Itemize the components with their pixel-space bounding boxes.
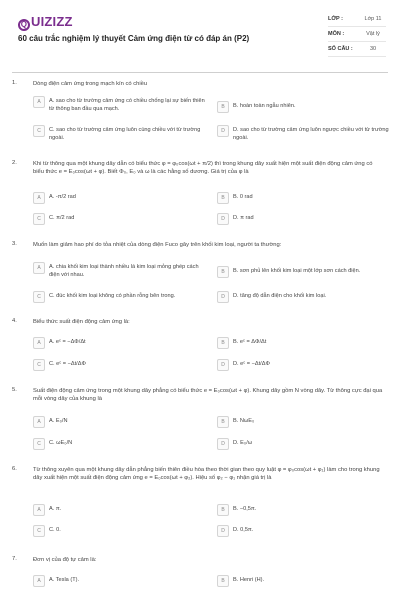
option-text: D. eᶜ = −Δt/ΔΦ <box>233 361 270 367</box>
option-text: A. Tesla (T). <box>49 577 80 583</box>
logo-q-mark: Q <box>18 19 30 31</box>
option-text: C. sao cho từ trường cảm ứng luôn cùng chiều với từ trường ngoài. <box>49 127 201 141</box>
option-d[interactable] <box>217 439 387 450</box>
option-a[interactable] <box>33 505 205 516</box>
option-text: B. −0,5π. <box>233 506 257 512</box>
option-text: A. π. <box>49 506 62 512</box>
option-letter-box: B <box>217 337 229 349</box>
option-a[interactable] <box>33 97 205 113</box>
option-letter-box: C <box>33 438 45 450</box>
option-text: C. 0. <box>49 527 61 533</box>
option-letter-box: D <box>217 438 229 450</box>
option-c[interactable] <box>33 214 205 225</box>
option-b[interactable] <box>217 267 389 278</box>
meta-value: Vật lý <box>366 31 380 37</box>
option-letter-box: C <box>33 125 45 137</box>
question-number: 3. <box>12 241 17 247</box>
option-letter-box: D <box>217 291 229 303</box>
option-text: D. tăng độ dẫn điện cho khối kim loại. <box>233 293 327 299</box>
option-letter-box: B <box>217 101 229 113</box>
option-letter-box: B <box>217 416 229 428</box>
option-text: A. eᶜ = −ΔΦ/Δt <box>49 339 86 345</box>
option-d[interactable] <box>217 126 389 142</box>
option-b[interactable] <box>217 505 387 516</box>
option-b[interactable] <box>217 338 387 349</box>
option-letter-box: B <box>217 266 229 278</box>
question-number: 2. <box>12 160 17 166</box>
option-letter-box: D <box>217 125 229 137</box>
option-text: B. Henri (H). <box>233 577 265 583</box>
option-c[interactable] <box>33 439 205 450</box>
option-text: D. E₀/ω <box>233 440 253 446</box>
option-a[interactable] <box>33 576 205 587</box>
meta-label: SỐ CÂU : <box>328 46 353 52</box>
option-d[interactable] <box>217 292 389 303</box>
option-b[interactable] <box>217 193 387 204</box>
option-letter-box: A <box>33 416 45 428</box>
question-text: Từ thông xuyên qua một khung dây dẫn phẳng biến thiên điều hòa theo thời gian theo quy luật φ = φ₀cos(ωt + φ₁) làm cho trong khung dây xuất hiện một suất điện động cảm ứng e = E₀cos(ωt + φ₂). Hiệu số φ₂ − φ₁ nhận giá trị là <box>33 467 380 481</box>
question-text: Muốn làm giảm hao phí do tỏa nhiệt của dòng điện Fuco gây trên khối kim loại, người ta thường: <box>33 242 282 248</box>
quizizz-logo <box>18 14 73 31</box>
option-text: C. π/2 rad <box>49 215 75 221</box>
page-title: 60 câu trắc nghiệm lý thuyết Cảm ứng điện từ có đáp án (P2) <box>18 34 250 43</box>
option-text: B. 0 rad <box>233 194 253 200</box>
option-text: D. 0,5π. <box>233 527 254 533</box>
option-letter-box: A <box>33 504 45 516</box>
option-letter-box: A <box>33 96 45 108</box>
option-letter-box: A <box>33 262 45 274</box>
question-number: 5. <box>12 387 17 393</box>
option-d[interactable] <box>217 214 387 225</box>
option-text: C. đúc khối kim loại không có phần rỗng bên trong. <box>49 293 176 299</box>
question-number: 7. <box>12 556 17 562</box>
option-c[interactable] <box>33 126 205 142</box>
option-text: A. -π/2 rad <box>49 194 76 200</box>
option-c[interactable] <box>33 292 213 303</box>
option-b[interactable] <box>217 102 387 113</box>
option-letter-box: A <box>33 575 45 587</box>
option-letter-box: C <box>33 291 45 303</box>
question-text: Khi từ thông qua một khung dây dẫn có biểu thức φ = φ₀cos(ωt + π/2) thì trong khung dây xuất hiện một suất điện động cảm ứng có biểu thức e = E₀cos(ωt + φ). Biết Φ₀, E₀ và ω là các hằng số dương. Giá trị của φ là <box>33 161 373 175</box>
option-text: D. sao cho từ trường cảm ứng luôn ngược chiều với từ trường ngoài. <box>233 127 389 141</box>
option-text: B. sơn phủ lên khối kim loại một lớp sơn cách điện. <box>233 268 361 274</box>
option-letter-box: B <box>217 575 229 587</box>
option-text: B. eᶜ = ΔΦ/Δt <box>233 339 267 345</box>
option-a[interactable] <box>33 338 205 349</box>
meta-row-count <box>328 42 386 57</box>
meta-label: MÔN : <box>328 31 345 37</box>
meta-value: Lớp 11 <box>364 16 382 22</box>
option-letter-box: B <box>217 192 229 204</box>
meta-row-subject <box>328 27 386 42</box>
meta-table <box>328 12 386 57</box>
question-number: 6. <box>12 466 17 472</box>
option-letter-box: C <box>33 213 45 225</box>
option-text: B. NωE₀ <box>233 418 255 424</box>
question-number: 1. <box>12 80 17 86</box>
option-text: C. ωE₀/N <box>49 440 73 446</box>
option-b[interactable] <box>217 417 387 428</box>
option-letter-box: D <box>217 525 229 537</box>
option-text: B. hoàn toàn ngẫu nhiên. <box>233 103 296 109</box>
option-letter-box: A <box>33 192 45 204</box>
option-d[interactable] <box>217 360 387 371</box>
meta-value: 30 <box>369 46 377 52</box>
question-text: Dòng điện cảm ứng trong mạch kín có chiều <box>33 81 148 87</box>
option-a[interactable] <box>33 263 205 279</box>
option-text: A. sao cho từ trường cảm ứng có chiều chống lại sự biến thiên từ thông ban đầu qua mạch. <box>49 98 205 112</box>
option-letter-box: D <box>217 359 229 371</box>
question-text: Biểu thức suất điện động cảm ứng là: <box>33 319 130 325</box>
option-text: D. π rad <box>233 215 254 221</box>
option-letter-box: B <box>217 504 229 516</box>
option-letter-box: A <box>33 337 45 349</box>
meta-row-class <box>328 12 386 27</box>
logo-text: UIZIZZ <box>31 14 73 29</box>
option-a[interactable] <box>33 193 205 204</box>
option-c[interactable] <box>33 360 205 371</box>
option-text: C. eᶜ = −Δt/ΔΦ <box>49 361 86 367</box>
question-text: Đơn vị của độ tự cảm là: <box>33 557 97 563</box>
option-c[interactable] <box>33 526 205 537</box>
option-letter-box: C <box>33 525 45 537</box>
option-letter-box: D <box>217 213 229 225</box>
worksheet-header <box>0 0 400 72</box>
question-number: 4. <box>12 318 17 324</box>
meta-label: LỚP : <box>328 16 343 22</box>
option-a[interactable] <box>33 417 205 428</box>
option-text: A. chia khối kim loại thành nhiều lá kim loại mỏng ghép cách điện với nhau. <box>49 264 199 278</box>
question-text: Suất điện động cảm ứng trong một khung dây phẳng có biểu thức e = E₀cos(ωt + φ). Khung dây gồm N vòng dây. Từ thông cực đại qua mỗi vòng dây của khung là <box>33 388 383 402</box>
option-d[interactable] <box>217 526 387 537</box>
header-divider <box>12 72 388 73</box>
option-letter-box: C <box>33 359 45 371</box>
option-b[interactable] <box>217 576 387 587</box>
option-text: A. E₀/N <box>49 418 68 424</box>
